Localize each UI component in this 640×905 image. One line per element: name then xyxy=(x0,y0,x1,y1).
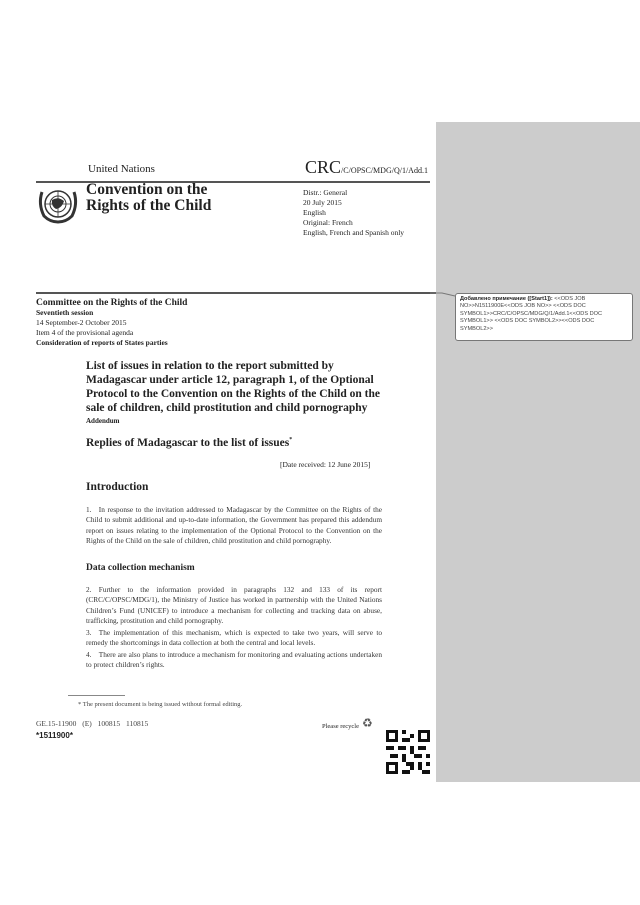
distribution-block xyxy=(303,188,404,238)
distribution-line: English, French and Spanish only xyxy=(303,228,405,237)
paragraph-2: 2. Further to the information provided in paragraphs 132 and 133 of its report (CRC/C/OPSC/MDG/1), the Ministry of Justice has worked in partnership with the United Nations Children’s Fund (UNICEF) to introduce a mechanism for collecting and tracking data on abuse, trafficking, prostitution and child pornography. xyxy=(86,585,382,625)
comment-author: Добавлено примечание ([Start1]): xyxy=(460,296,553,302)
heading-data-collection: Data collection mechanism xyxy=(86,563,195,573)
treaty-body-title xyxy=(86,182,211,214)
distribution-line: 20 July 2015 xyxy=(303,198,342,207)
replies-heading xyxy=(86,437,292,449)
agenda-title: Consideration of reports of States parties xyxy=(36,338,168,347)
distribution-line: English xyxy=(303,208,326,217)
footnote-marker: * xyxy=(289,437,293,444)
qr-code-icon xyxy=(386,730,430,774)
comment-pane xyxy=(436,122,640,782)
comment-balloon[interactable] xyxy=(455,293,633,341)
title-line-1: Convention on the xyxy=(86,181,208,198)
date-received: [Date received: 12 June 2015] xyxy=(280,460,371,469)
heading-introduction: Introduction xyxy=(86,481,149,493)
un-emblem-icon xyxy=(36,184,80,224)
addendum-label: Addendum xyxy=(86,417,120,425)
symbol-suffix: /C/OPSC/MDG/Q/1/Add.1 xyxy=(341,166,428,175)
comment-connector xyxy=(430,286,458,300)
session-dates: 14 September-2 October 2015 xyxy=(36,318,127,327)
barcode-text: *1511900* xyxy=(36,731,73,740)
document-symbol xyxy=(305,157,428,178)
comment-text: <<ODS JOB NO>>N1511900E<<ODS JOB NO>> <<ODS DOC SYMBOL1>>CRC/C/OPSC/MDG/Q/1/Add.1<<ODS DOC SYMBOL1>> <<ODS DOC SYMBOL2>><<ODS DOC SYMBOL2>> xyxy=(460,296,603,332)
paragraph-4: 4. There are also plans to introduce a mechanism for monitoring and evaluating actions undertaken to protect children’s rights. xyxy=(86,650,382,670)
committee-name: Committee on the Rights of the Child xyxy=(36,298,188,308)
footnote-rule xyxy=(68,695,125,696)
paragraph-1: 1. In response to the invitation addressed to Madagascar by the Committee on the Rights of the Child to submit additional and up-to-date information, the Government has prepared this addendum report on issues relating to the implementation of the Optional Protocol to the Convention on the Rights of the Child on the sale of children, child prostitution and child pornography. xyxy=(86,505,382,545)
org-name: United Nations xyxy=(88,163,155,175)
paragraph-3: 3. The implementation of this mechanism, which is expected to take two years, will serve to remedy the shortcomings in data collection at both the central and local levels. xyxy=(86,628,382,648)
symbol-prefix: CRC xyxy=(305,157,342,177)
document-title: List of issues in relation to the report submitted by Madagascar under article 12, paragraph 1, of the Optional Protocol to the Convention on the Rights of the Child on the sale of children, child prostitution and child pornography xyxy=(86,360,381,414)
agenda-item: Item 4 of the provisional agenda xyxy=(36,328,134,337)
committee-block xyxy=(36,298,187,348)
distribution-line: Distr.: General xyxy=(303,188,348,197)
section-rule xyxy=(36,292,436,294)
footnote: * The present document is being issued without formal editing. xyxy=(78,701,243,708)
distribution-line: Original: French xyxy=(303,218,353,227)
title-line-2: Rights of the Child xyxy=(86,197,212,214)
recycle-label: Please recycle xyxy=(322,723,359,730)
job-number: GE.15-11900 (E) 100815 110815 xyxy=(36,719,149,728)
recycle-icon: ♻ xyxy=(362,716,373,730)
session: Seventieth session xyxy=(36,308,94,317)
replies-text: Replies of Madagascar to the list of issues xyxy=(86,437,290,449)
